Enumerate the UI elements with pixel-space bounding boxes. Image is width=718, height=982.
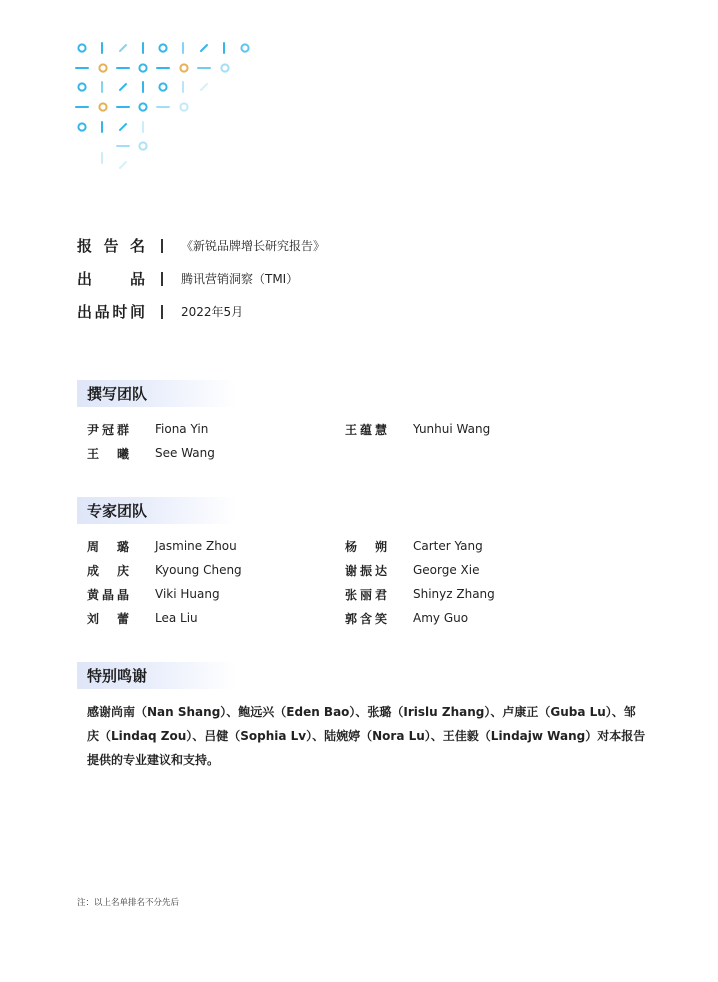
team-member: [345, 584, 495, 604]
member-cn-name: 周 璐: [87, 539, 129, 554]
writing-team-heading: 撰写团队: [77, 380, 237, 407]
report-name-value: 《新锐品牌增长研究报告》: [181, 239, 326, 253]
special-thanks-text: 感谢尚南（Nan Shang）、鲍远兴（Eden Bao）、张璐（Irislu Zhang）、卢康正（Guba Lu）、邹庆（Lindaq Zou）、吕健（Sophia Lv）、陆婉婷（Nora Lu）、王佳毅（Lindajw Wang）对本报告提供的专业建议和支持。: [87, 705, 646, 767]
member-cn-name: 谢 振 达: [345, 563, 387, 578]
member-cn-name: 成 庆: [87, 563, 129, 578]
team-member: [87, 443, 215, 463]
member-en-name: Jasmine Zhou: [155, 539, 237, 553]
team-member: [345, 536, 483, 556]
brand-pattern-logo: [72, 38, 262, 173]
team-member: [87, 608, 198, 628]
meta-divider: [161, 272, 163, 286]
footnote: 注：以上名单排名不分先后: [77, 898, 180, 908]
member-cn-name: 郭 含 笑: [345, 611, 387, 626]
member-en-name: George Xie: [413, 563, 480, 577]
member-en-name: Yunhui Wang: [413, 422, 491, 436]
member-cn-name: 杨 朔: [345, 539, 387, 554]
member-cn-name: 尹 冠 群: [87, 422, 129, 437]
team-member: [87, 419, 208, 439]
date-value: 2022年5月: [181, 305, 244, 319]
team-member: [345, 560, 480, 580]
team-member: [345, 419, 490, 439]
team-member: [87, 584, 220, 604]
publisher-value: 腾讯营销洞察（TMI）: [181, 272, 299, 286]
expert-team-heading: 专家团队: [77, 497, 237, 524]
member-cn-name: 黄 晶 晶: [87, 587, 129, 602]
date-row: [77, 295, 325, 328]
team-member: [87, 536, 237, 556]
member-cn-name: 张 丽 君: [345, 587, 387, 602]
publisher-row: [77, 262, 325, 295]
report-name-label: 报 告 名: [77, 237, 145, 255]
publisher-label: 出 品: [77, 270, 145, 288]
meta-divider: [161, 305, 163, 319]
member-cn-name: 王 蕴 慧: [345, 422, 387, 437]
date-label: 出 品 时 间: [77, 303, 145, 321]
member-en-name: Carter Yang: [413, 539, 483, 553]
member-en-name: Kyoung Cheng: [155, 563, 242, 577]
member-en-name: Viki Huang: [155, 587, 220, 601]
special-thanks-heading: 特别鸣谢: [77, 662, 237, 689]
report-meta: [77, 229, 325, 328]
member-en-name: Amy Guo: [413, 611, 469, 625]
member-en-name: Shinyz Zhang: [413, 587, 495, 601]
meta-divider: [161, 239, 163, 253]
member-en-name: See Wang: [155, 446, 215, 460]
team-member: [345, 608, 468, 628]
report-name-row: [77, 229, 325, 262]
member-cn-name: 刘 蕾: [87, 611, 129, 626]
member-en-name: Lea Liu: [155, 611, 198, 625]
member-en-name: Fiona Yin: [155, 422, 209, 436]
team-member: [87, 560, 242, 580]
member-cn-name: 王 曦: [87, 446, 129, 461]
